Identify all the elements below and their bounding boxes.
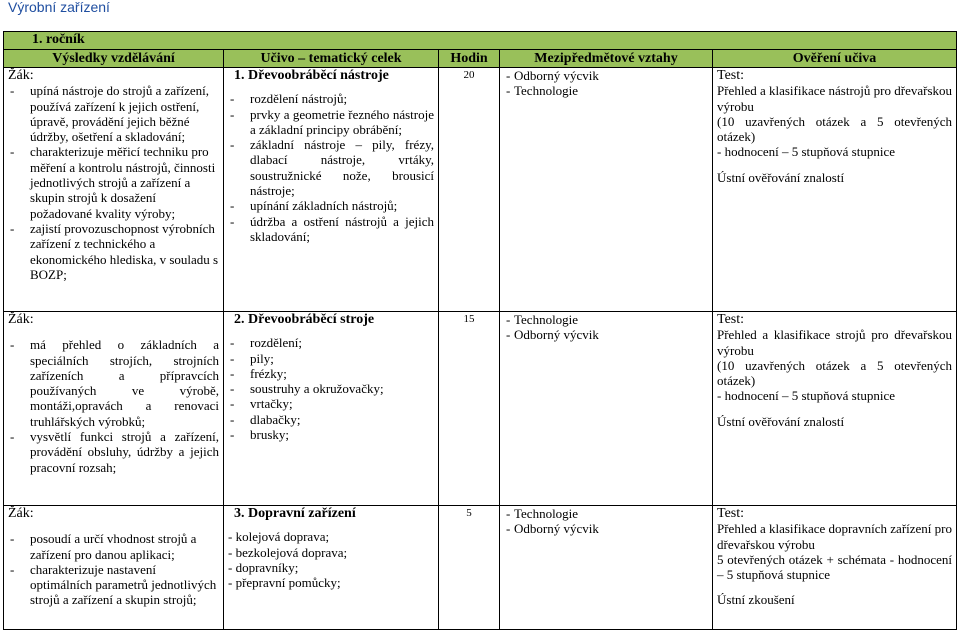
topic-item: - bezkolejová doprava; — [228, 544, 348, 560]
relation-item: - Technologie — [504, 83, 708, 98]
hours-cell: 20 — [439, 68, 500, 312]
topic-title: 1. Dřevoobráběcí nástroje — [234, 68, 389, 83]
verification-line: - hodnocení – 5 stupňová stupnice — [717, 144, 895, 160]
curriculum-table — [3, 31, 957, 630]
hours-cell: 15 — [439, 312, 500, 506]
outcomes-label: Žák: — [8, 312, 34, 327]
header-verification: Ověření učiva — [713, 50, 957, 68]
topic-item: - základní nástroje – pily, frézy, dlabací nástroje, vrtáky, soustružnické nože, brousicí nástroje; — [228, 137, 434, 198]
topic-item: - kolejová doprava; — [228, 529, 330, 545]
outcome-item: - posoudí a určí vhodnost strojů a zařízení pro danou aplikaci; — [8, 531, 219, 562]
verification-cell — [713, 506, 957, 630]
topic-cell — [224, 68, 439, 312]
topic-item: - brusky; — [228, 427, 434, 442]
header-topic: Učivo – tematický celek — [224, 50, 439, 68]
page-title: Výrobní zařízení — [8, 0, 110, 15]
table-row — [4, 68, 957, 312]
topic-item: - rozdělení nástrojů; — [228, 91, 434, 106]
outcome-item: - charakterizuje nastavení optimálních parametrů jednotlivých strojů a zařízení a skupin strojů; — [8, 562, 219, 608]
topic-item: - frézky; — [228, 366, 434, 381]
topic-item: - dlabačky; — [228, 412, 434, 427]
outcome-item: - charakterizuje měřicí techniku pro měření a kontrolu nástrojů, činnosti jednotlivých strojů a zařízení a skupin strojů k dosažení požadované kvality výroby; — [8, 144, 219, 220]
relation-item: - Odborný výcvik — [504, 521, 708, 536]
relation-item: - Odborný výcvik — [504, 327, 708, 342]
topic-item: - údržba a ostření nástrojů a jejich skladování; — [228, 214, 434, 245]
table-row — [4, 312, 957, 506]
verification-line: Přehled a klasifikace dopravních zařízení pro dřevařskou výrobu — [717, 521, 953, 552]
verification-line: (10 uzavřených otázek a 5 otevřených otázek) — [717, 357, 953, 389]
verification-label: Test: — [717, 68, 745, 83]
relations-cell — [500, 68, 713, 312]
year-label: 1. ročník — [4, 32, 957, 50]
outcomes-cell — [4, 312, 224, 506]
topic-title: 2. Dřevoobráběcí stroje — [234, 312, 375, 327]
outcomes-cell — [4, 68, 224, 312]
table-row — [4, 506, 957, 630]
verification-label: Test: — [717, 312, 745, 327]
header-outcomes: Výsledky vzdělávání — [4, 50, 224, 68]
outcome-item: - upíná nástroje do strojů a zařízení, používá zařízení k jejich ostření, úpravě, provádění jejich běžné údržby, ošetření a skladování; — [8, 83, 219, 144]
header-row — [4, 50, 957, 68]
topic-item: - upínání základních nástrojů; — [228, 198, 434, 213]
relation-item: - Odborný výcvik — [504, 68, 708, 83]
relation-item: - Technologie — [504, 312, 708, 327]
relations-cell — [500, 506, 713, 630]
relation-item: - Technologie — [504, 506, 708, 521]
verification-label: Test: — [717, 506, 745, 521]
relations-cell — [500, 312, 713, 506]
year-row — [4, 32, 957, 50]
verification-oral: Ústní ověřování znalostí — [717, 169, 845, 185]
verification-line: 5 otevřených otázek + schémata - hodnocení – 5 stupňová stupnice — [717, 551, 953, 583]
verification-line: Přehled a klasifikace nástrojů pro dřevařskou výrobu — [717, 83, 953, 114]
outcomes-label: Žák: — [8, 506, 34, 521]
topic-item: - pily; — [228, 351, 434, 366]
outcomes-label: Žák: — [8, 68, 34, 83]
verification-line: - hodnocení – 5 stupňová stupnice — [717, 388, 895, 404]
verification-line: Přehled a klasifikace strojů pro dřevařskou výrobu — [717, 327, 953, 358]
verification-oral: Ústní zkoušení — [717, 592, 795, 608]
verification-line: (10 uzavřených otázek a 5 otevřených otázek) — [717, 113, 953, 145]
verification-cell — [713, 68, 957, 312]
topic-item: - prvky a geometrie řezného nástroje a základní principy obrábění; — [228, 107, 434, 138]
verification-oral: Ústní ověřování znalostí — [717, 413, 845, 429]
topic-item: - vrtačky; — [228, 396, 434, 411]
outcomes-cell — [4, 506, 224, 630]
outcome-item: - má přehled o základních a speciálních strojích, strojních zařízeních a přípravcích používaných ve výrobě, montáži,opravách a renovaci truhlářských výrobků; — [8, 337, 219, 429]
topic-item: - přepravní pomůcky; — [228, 575, 341, 591]
outcome-item: - zajistí provozuschopnost výrobních zařízení z technického a ekonomického hlediska, v souladu s BOZP; — [8, 221, 219, 282]
header-hours: Hodin — [439, 50, 500, 68]
header-relations: Mezipředmětové vztahy — [500, 50, 713, 68]
outcome-item: - vysvětlí funkci strojů a zařízení, provádění obsluhy, údržby a jejich pracovní rozsah; — [8, 429, 219, 475]
topic-item: - soustruhy a okružovačky; — [228, 381, 434, 396]
hours-cell: 5 — [439, 506, 500, 630]
topic-cell — [224, 312, 439, 506]
verification-cell — [713, 312, 957, 506]
topic-item: - dopravníky; — [228, 559, 299, 575]
topic-item: - rozdělení; — [228, 335, 434, 350]
topic-title: 3. Dopravní zařízení — [234, 506, 356, 521]
topic-cell — [224, 506, 439, 630]
